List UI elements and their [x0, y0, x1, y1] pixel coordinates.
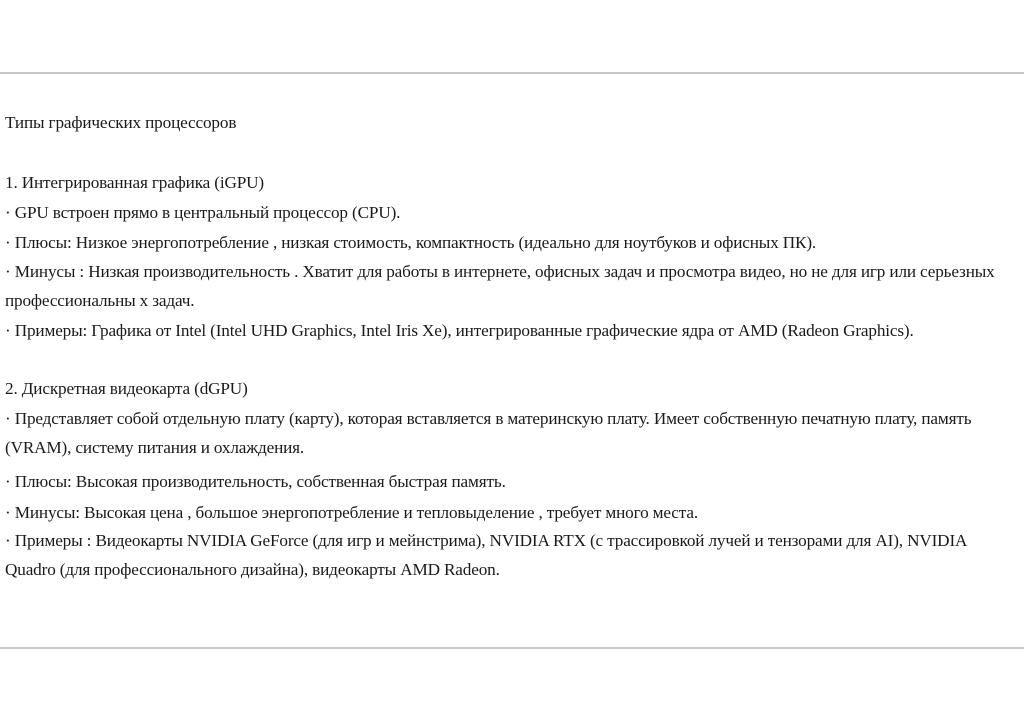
dgpu-cons: · Минусы: Высокая цена , большое энергопотребление и тепловыделение , требует много места.	[5, 503, 698, 522]
igpu-description: · GPU встроен прямо в центральный процессор (CPU).	[5, 203, 401, 222]
dgpu-pros: · Плюсы: Высокая производительность, собственная быстрая память.	[5, 472, 506, 491]
igpu-pros: · Плюсы: Низкое энергопотребление , низкая стоимость, компактность (идеально для ноутбуков и офисных ПК).	[5, 233, 817, 252]
igpu-heading: 1. Интегрированная графика (iGPU)	[5, 173, 264, 192]
igpu-cons: · Минусы : Низкая производительность . Хватит для работы в интернете, офисных задач и просмотра видео, но не для игр или серьезных профессиональны х задач.	[5, 262, 995, 310]
top-divider	[0, 72, 1024, 74]
dgpu-heading: 2. Дискретная видеокарта (dGPU)	[5, 379, 248, 398]
dgpu-description: · Представляет собой отдельную плату (карту), которая вставляется в материнскую плату. Имеет собственную печатную плату, память (VRAM), систему питания и охлаждения.	[5, 409, 972, 457]
igpu-examples: · Примеры: Графика от Intel (Intel UHD Graphics, Intel Iris Xe), интегрированные графические ядра от AMD (Radeon Graphics).	[5, 321, 914, 340]
bottom-divider	[0, 647, 1024, 649]
dgpu-examples: · Примеры : Видеокарты NVIDIA GeForce (для игр и мейнстрима), NVIDIA RTX (с трассировкой лучей и тензорами для AI), NVIDIA Quadro (для профессионального дизайна), видеокарты AMD Radeon.	[5, 531, 967, 579]
slide-title: Типы графических процессоров	[5, 113, 237, 132]
